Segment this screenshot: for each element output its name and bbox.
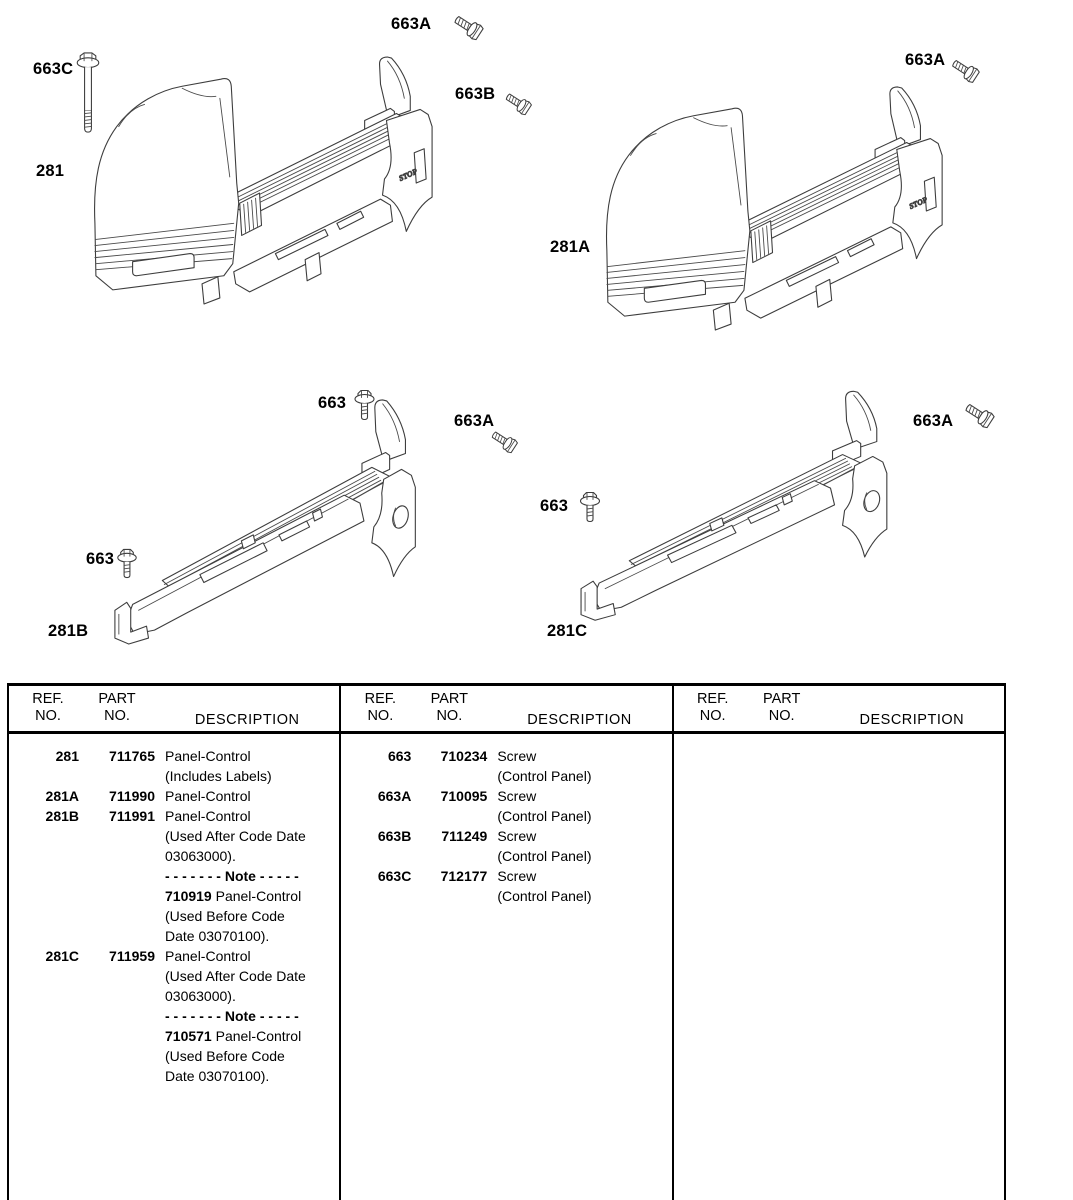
part-row-continuation	[17, 1026, 339, 1046]
description-cell: 03063000).	[165, 848, 236, 864]
parts-table-body	[341, 734, 671, 906]
description-cell: Panel-Control	[165, 748, 251, 764]
part-no-cell: 711990	[109, 788, 155, 804]
part-row-continuation	[17, 846, 339, 866]
ref-no-cell: 663B	[377, 828, 412, 844]
callout-663A-right: 663A	[913, 412, 954, 430]
part-no-cell	[79, 766, 155, 786]
part-row-continuation	[17, 1006, 339, 1026]
panel-281-drawing	[85, 54, 442, 306]
ref-no-cell	[17, 1066, 79, 1086]
description-cell: (Control Panel)	[497, 808, 592, 824]
description-cell: 03063000).	[165, 988, 236, 1004]
ref-no-cell	[17, 966, 79, 986]
ref-no-header: REF. NO.	[32, 691, 64, 724]
parts-table-header	[341, 686, 671, 734]
parts-table	[7, 683, 1006, 1200]
screw-663A-topright-icon	[946, 54, 982, 85]
part-no-cell	[79, 966, 155, 986]
parts-table-body	[674, 734, 1004, 746]
ref-no-header: REF. NO.	[364, 691, 397, 724]
ref-no-cell	[17, 1006, 79, 1026]
ref-no-cell	[17, 826, 79, 846]
callout-663C: 663C	[33, 60, 74, 78]
part-row	[17, 746, 339, 766]
part-no-cell	[411, 886, 487, 906]
callout-663A-mid-left: 663A	[454, 412, 495, 430]
description-cell: Screw	[497, 748, 537, 764]
part-no-cell: 712177	[440, 868, 488, 884]
part-row	[349, 786, 671, 806]
panel-label-281C: 281C	[547, 622, 588, 640]
screw-663A-right-icon	[958, 398, 998, 430]
part-no-cell	[411, 806, 487, 826]
part-row	[17, 806, 339, 826]
description-cell: (Used Before Code	[165, 908, 285, 924]
description-cell: - - - - - - - Note - - - - -	[165, 868, 299, 884]
description-cell: Panel-Control	[165, 788, 251, 804]
part-row-continuation	[17, 886, 339, 906]
part-no-cell	[79, 986, 155, 1006]
part-row-continuation	[17, 866, 339, 886]
part-row-continuation	[17, 1046, 339, 1066]
part-row-continuation	[349, 766, 671, 786]
part-no-header: PART NO.	[762, 691, 801, 724]
description-cell: (Used After Code Date	[165, 968, 306, 984]
screw-663A-top-icon	[448, 10, 486, 42]
screw-663-midtop-icon	[353, 388, 376, 422]
part-no-cell	[79, 886, 155, 906]
ref-no-cell	[17, 926, 79, 946]
part-no-cell	[79, 926, 155, 946]
bolt-663C-icon	[74, 50, 102, 138]
part-no-cell: 710095	[440, 788, 488, 804]
part-no-cell: 711249	[441, 828, 488, 844]
part-no-cell	[79, 866, 155, 886]
description-cell: 710919 Panel-Control	[165, 888, 302, 904]
description-header: DESCRIPTION	[859, 711, 965, 728]
ref-no-cell: 663	[387, 748, 412, 764]
part-row-continuation	[17, 906, 339, 926]
description-cell: (Control Panel)	[497, 848, 592, 864]
ref-no-cell	[17, 1026, 79, 1046]
panel-281B-drawing	[107, 390, 443, 648]
panel-281A-drawing	[597, 84, 952, 332]
ref-no-cell	[17, 1046, 79, 1066]
description-cell: Panel-Control	[165, 808, 251, 824]
description-cell: (Used After Code Date	[165, 828, 306, 844]
ref-no-cell: 281C	[45, 948, 79, 964]
part-no-cell	[79, 906, 155, 926]
ref-no-cell: 281B	[45, 808, 79, 824]
description-cell: (Includes Labels)	[165, 768, 272, 784]
part-no-cell: 710234	[440, 748, 488, 764]
ref-no-cell	[349, 846, 411, 866]
part-row	[349, 746, 671, 766]
parts-table-header	[9, 686, 339, 734]
ref-no-cell	[349, 886, 411, 906]
description-cell: Screw	[497, 868, 537, 884]
ref-no-cell	[17, 886, 79, 906]
callout-663-mid-right: 663	[540, 497, 569, 515]
part-no-cell	[411, 846, 487, 866]
part-no-cell: 711959	[109, 948, 155, 964]
part-row-continuation	[17, 826, 339, 846]
part-no-cell	[79, 1006, 155, 1026]
parts-table-group-3	[674, 686, 1006, 1200]
callout-663A-topright: 663A	[905, 51, 946, 69]
ref-no-cell	[349, 766, 411, 786]
ref-no-cell: 663A	[377, 788, 412, 804]
part-row	[349, 866, 671, 886]
part-no-cell	[79, 1046, 155, 1066]
panel-label-281B: 281B	[48, 622, 89, 640]
part-row-continuation	[17, 986, 339, 1006]
panel-label-281A: 281A	[550, 238, 591, 256]
part-no-cell	[79, 846, 155, 866]
description-cell: - - - - - - - Note - - - - -	[165, 1008, 299, 1024]
ref-no-cell	[17, 766, 79, 786]
callout-663B: 663B	[455, 85, 496, 103]
ref-no-cell	[17, 906, 79, 926]
ref-no-cell: 281A	[45, 788, 79, 804]
part-row-continuation	[17, 926, 339, 946]
part-no-header: PART NO.	[98, 691, 136, 724]
part-row-continuation	[17, 766, 339, 786]
part-row	[17, 786, 339, 806]
part-row-continuation	[349, 886, 671, 906]
part-no-cell: 711991	[109, 808, 155, 824]
description-cell: (Control Panel)	[497, 768, 592, 784]
description-cell: (Control Panel)	[497, 888, 592, 904]
ref-no-cell	[349, 806, 411, 826]
parts-table-group-2	[341, 686, 673, 1200]
part-row-continuation	[349, 846, 671, 866]
ref-no-cell	[17, 846, 79, 866]
parts-table-body	[9, 734, 339, 1086]
description-cell: Date 03070100).	[165, 928, 270, 944]
part-row-continuation	[349, 806, 671, 826]
ref-no-cell	[17, 986, 79, 1006]
description-cell: Panel-Control	[165, 948, 251, 964]
ref-no-cell	[17, 866, 79, 886]
screw-663-left-icon	[116, 547, 138, 580]
description-cell: (Used Before Code	[165, 1048, 285, 1064]
part-row-continuation	[17, 966, 339, 986]
part-no-cell: 711765	[109, 748, 155, 764]
part-no-cell	[79, 826, 155, 846]
description-cell: Screw	[497, 828, 537, 844]
parts-table-header	[674, 686, 1004, 734]
callout-663A-top: 663A	[391, 15, 432, 33]
part-no-header: PART NO.	[430, 691, 468, 724]
description-cell: Date 03070100).	[165, 1068, 270, 1084]
screw-663B-icon	[500, 88, 534, 117]
parts-table-group-1	[9, 686, 341, 1200]
callout-663-left: 663	[86, 550, 115, 568]
part-row	[17, 946, 339, 966]
ref-no-header: REF. NO.	[696, 691, 729, 724]
panel-281C-drawing	[573, 382, 915, 624]
callout-663-mid-top: 663	[318, 394, 347, 412]
ref-no-cell: 663C	[377, 868, 412, 884]
part-no-cell	[79, 1026, 155, 1046]
description-cell: 710571 Panel-Control	[165, 1028, 302, 1044]
part-no-cell	[411, 766, 487, 786]
part-row	[349, 826, 671, 846]
part-no-cell	[79, 1066, 155, 1086]
description-header: DESCRIPTION	[527, 711, 632, 728]
part-row-continuation	[17, 1066, 339, 1086]
description-header: DESCRIPTION	[194, 711, 300, 728]
panel-label-281: 281	[36, 162, 65, 180]
ref-no-cell: 281	[55, 748, 79, 764]
screw-663-midright-icon	[579, 490, 601, 524]
description-cell: Screw	[497, 788, 537, 804]
